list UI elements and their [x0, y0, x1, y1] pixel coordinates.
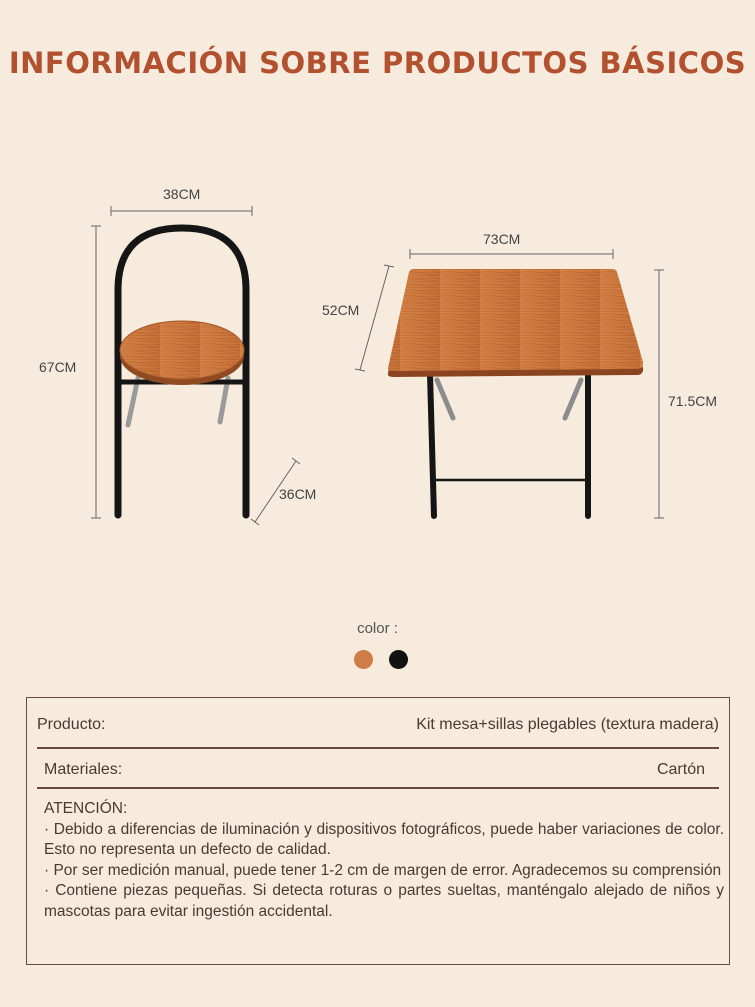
attention-note: · Contiene piezas pequeñas. Si detecta roturas o partes sueltas, manténgalo alejado de niños y mascotas para evitar ingestión accidental. [44, 882, 724, 920]
product-label: Producto: [37, 716, 106, 733]
product-value: Kit mesa+sillas plegables (textura madera) [416, 716, 719, 733]
color-label: color : [357, 620, 398, 637]
page-title: INFORMACIÓN SOBRE PRODUCTOS BÁSICOS [8, 46, 747, 80]
chair-height-line [91, 226, 101, 518]
attention-note: · Por ser medición manual, puede tener 1-2 cm de margen de error. Agradecemos su comprensión [44, 861, 722, 879]
divider [37, 787, 719, 789]
product-illustration [0, 150, 755, 550]
table-width-line [410, 249, 613, 259]
chair-width-line [111, 206, 252, 216]
table-depth-label: 52CM [322, 302, 360, 318]
attention-note: · Debido a diferencias de iluminación y dispositivos fotográficos, puede haber variaciones de color. Esto no representa un defecto de calidad. [44, 820, 724, 859]
table-height-label: 71.5CM [668, 393, 718, 409]
divider [37, 747, 719, 749]
chair-drawing [118, 228, 246, 515]
chair-depth-label: 36CM [279, 486, 317, 502]
table-depth-line [355, 265, 394, 371]
table-drawing [388, 269, 643, 516]
attention-section [44, 799, 724, 923]
color-swatch-wood[interactable] [354, 650, 373, 669]
table-height-line [654, 270, 664, 518]
chair-height-label: 67CM [39, 359, 77, 375]
materials-label: Materiales: [44, 761, 123, 778]
chair-width-label: 38CM [163, 186, 201, 202]
product-info-box [26, 697, 730, 965]
color-swatch-black[interactable] [389, 650, 408, 669]
attention-title: ATENCIÓN: [44, 800, 128, 817]
materials-value: Cartón [656, 761, 705, 778]
table-width-label: 73CM [483, 231, 521, 247]
